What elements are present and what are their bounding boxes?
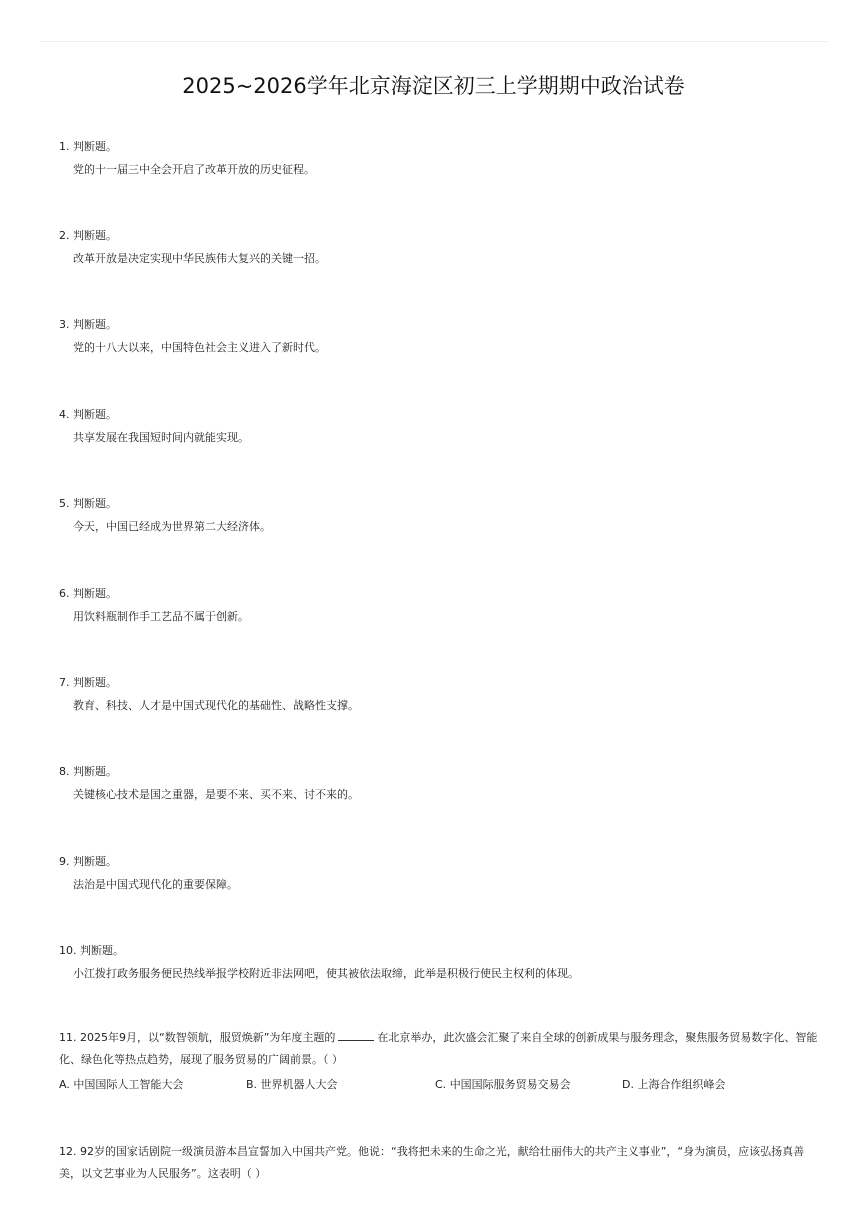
question-number: 11. [59, 1031, 80, 1044]
options-row [59, 1078, 819, 1094]
top-divider [40, 41, 827, 42]
question-number: 3. [59, 318, 73, 331]
option-letter: C. [435, 1078, 447, 1091]
question-text-before: 2025年9月，以“数智领航，服贸焕新”为年度主题的 [80, 1031, 336, 1044]
question-text: 党的十一届三中全会开启了改革开放的历史征程。 [73, 163, 315, 176]
question-3 [59, 318, 819, 355]
question-number: 8. [59, 765, 73, 778]
question-type: 判断题。 [73, 318, 117, 331]
question-text: 今天，中国已经成为世界第二大经济体。 [73, 520, 271, 533]
question-type: 判断题。 [73, 229, 117, 242]
question-type: 判断题。 [73, 587, 117, 600]
question-5 [59, 497, 819, 534]
question-text: 党的十八大以来，中国特色社会主义进入了新时代。 [73, 341, 326, 354]
page-title: 2025~2026学年北京海淀区初三上学期期中政治试卷 [182, 74, 685, 98]
question-number: 9. [59, 855, 73, 868]
question-12 [59, 1141, 819, 1185]
question-type: 判断题。 [73, 140, 117, 153]
question-9 [59, 855, 819, 892]
question-type: 判断题。 [80, 944, 124, 957]
question-4 [59, 408, 819, 445]
option-text: 中国国际服务贸易交易会 [449, 1078, 571, 1091]
option-b[interactable] [246, 1078, 338, 1092]
question-text: 用饮料瓶制作手工艺品不属于创新。 [73, 610, 249, 623]
question-number: 5. [59, 497, 73, 510]
option-c[interactable] [435, 1078, 571, 1092]
question-text: 共享发展在我国短时间内就能实现。 [73, 431, 249, 444]
question-8 [59, 765, 819, 802]
question-number: 1. [59, 140, 73, 153]
question-type: 判断题。 [73, 408, 117, 421]
question-text: 92岁的国家话剧院一级演员游本昌宣誓加入中国共产党。他说：“我将把未来的生命之光，献给壮丽伟大的共产主义事业”，“身为演员，应该弘扬真善美，以文艺事业为人民服务”。这表明（ ） [59, 1145, 805, 1180]
question-11 [59, 1027, 819, 1094]
question-text: 法治是中国式现代化的重要保障。 [73, 878, 238, 891]
option-letter: B. [246, 1078, 258, 1091]
question-text: 小江拨打政务服务便民热线举报学校附近非法网吧，使其被依法取缔，此举是积极行使民主权利的体现。 [73, 967, 579, 980]
option-letter: A. [59, 1078, 70, 1091]
question-text: 改革开放是决定实现中华民族伟大复兴的关键一招。 [73, 252, 326, 265]
option-text: 世界机器人大会 [260, 1078, 338, 1091]
question-2 [59, 229, 819, 266]
option-a[interactable] [59, 1078, 183, 1092]
question-type: 判断题。 [73, 765, 117, 778]
option-text: 中国国际人工智能大会 [73, 1078, 184, 1091]
question-type: 判断题。 [73, 676, 117, 689]
question-1 [59, 140, 819, 177]
question-number: 12. [59, 1145, 80, 1158]
option-letter: D. [622, 1078, 634, 1091]
question-type: 判断题。 [73, 497, 117, 510]
option-d[interactable] [622, 1078, 725, 1092]
question-number: 7. [59, 676, 73, 689]
question-text-after: 在北京举办，此次盛会汇聚了来自全球的创新成果与服务理念，聚焦服务贸易数字化、智能化、绿色化等热点趋势，展现了服务贸易的广阔前景。（ ） [59, 1031, 818, 1066]
question-10 [59, 944, 819, 981]
question-text: 教育、科技、人才是中国式现代化的基础性、战略性支撑。 [73, 699, 359, 712]
question-6 [59, 587, 819, 624]
answer-blank [338, 1030, 374, 1041]
option-text: 上海合作组织峰会 [637, 1078, 726, 1091]
question-number: 2. [59, 229, 73, 242]
question-number: 10. [59, 944, 80, 957]
question-number: 6. [59, 587, 73, 600]
question-number: 4. [59, 408, 73, 421]
question-type: 判断题。 [73, 855, 117, 868]
question-text: 关键核心技术是国之重器，是要不来、买不来、讨不来的。 [73, 788, 359, 801]
question-7 [59, 676, 819, 713]
